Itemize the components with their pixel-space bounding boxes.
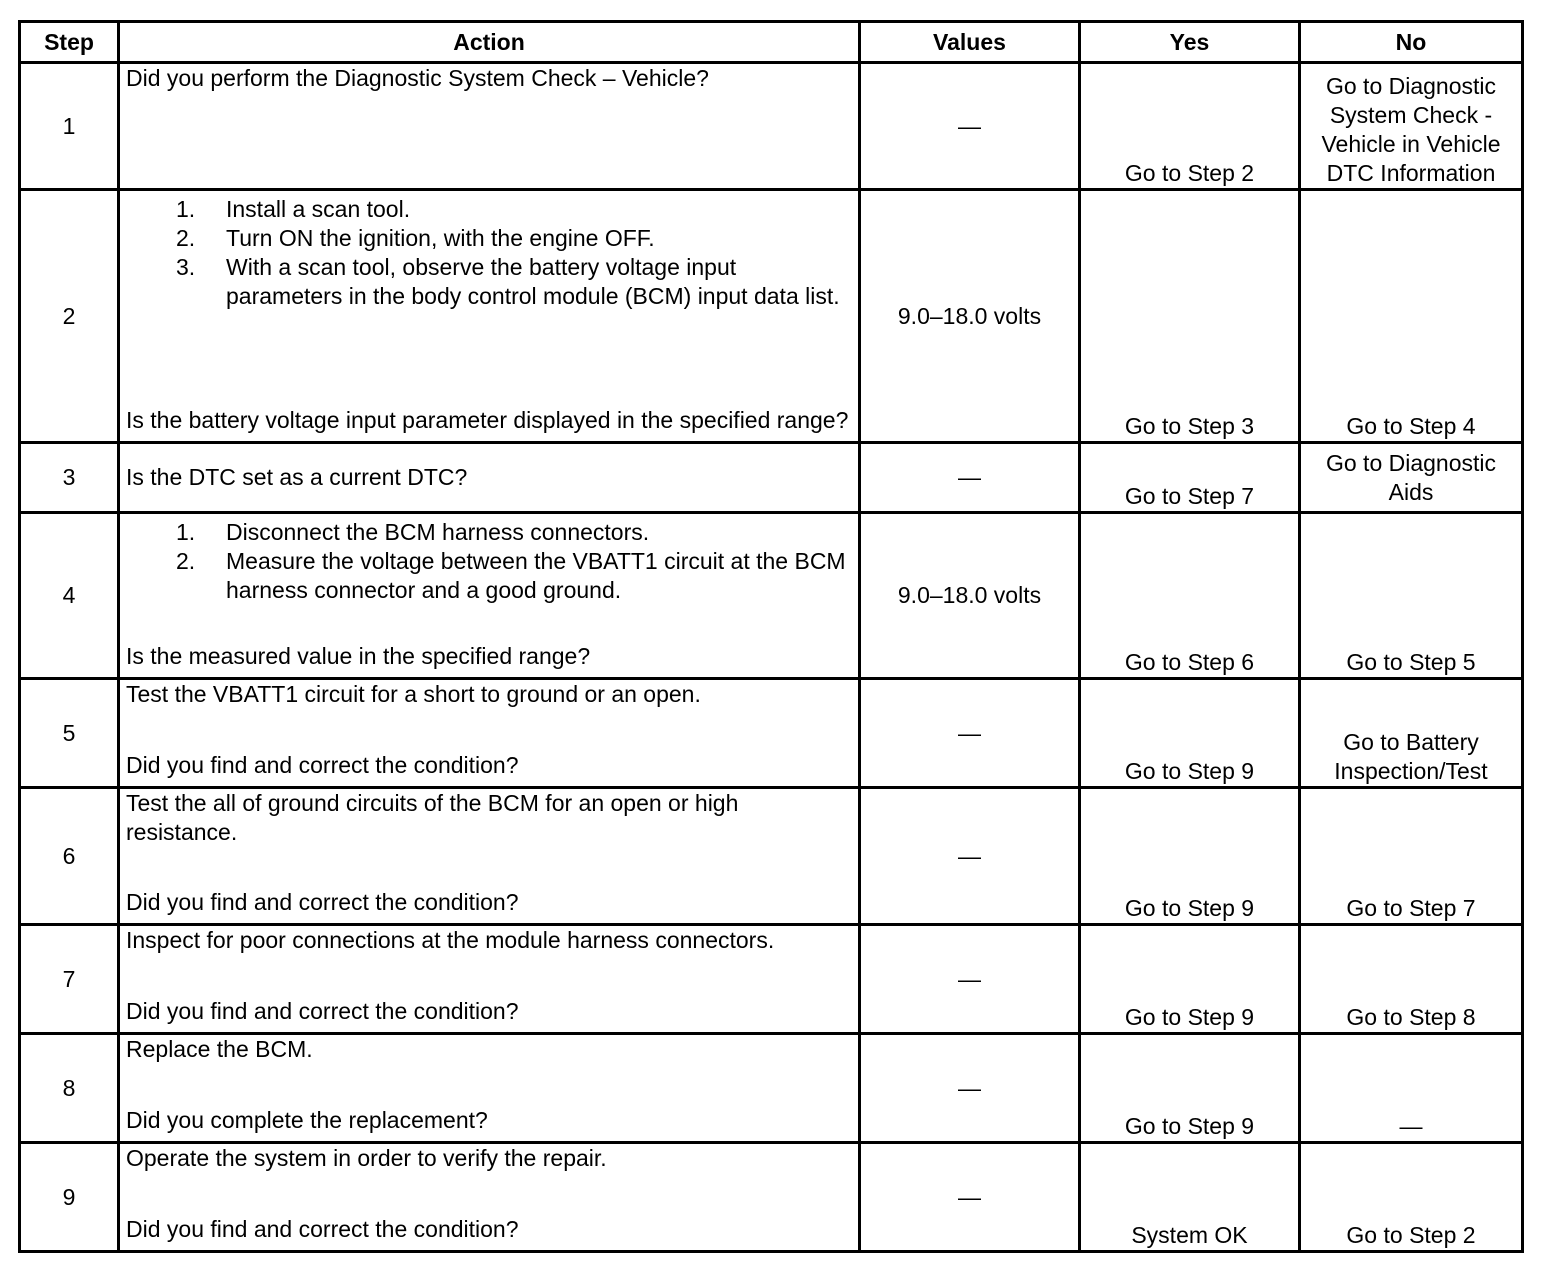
substep-list [126, 195, 852, 311]
action-text: Inspect for poor connections at the module harness connectors. [126, 927, 775, 953]
no-cell: Go to Step 8 [1300, 925, 1523, 1034]
header-step: Step [20, 22, 119, 63]
substep-item [176, 547, 852, 605]
substep-list [126, 518, 852, 605]
values-cell: — [860, 1034, 1080, 1143]
step-number: 7 [20, 925, 119, 1034]
step-number: 8 [20, 1034, 119, 1143]
action-cell [119, 63, 860, 190]
substep-number: 3. [176, 254, 196, 280]
substep-text: Install a scan tool. [226, 196, 411, 222]
no-cell: — [1300, 1034, 1523, 1143]
values-cell: — [860, 443, 1080, 513]
no-cell: Go to Diagnostic System Check - Vehicle in Vehicle DTC Information [1300, 63, 1523, 190]
action-cell [119, 443, 860, 513]
action-cell [119, 1034, 860, 1143]
yes-cell: Go to Step 2 [1080, 63, 1300, 190]
action-question: Did you find and correct the condition? [126, 889, 519, 915]
table-row [20, 788, 1523, 925]
table-row [20, 679, 1523, 788]
table-row [20, 513, 1523, 679]
yes-cell: Go to Step 9 [1080, 925, 1300, 1034]
action-text: Test the all of ground circuits of the BCM for an open or high resistance. [126, 790, 739, 845]
action-cell [119, 190, 860, 443]
step-number: 3 [20, 443, 119, 513]
no-cell: Go to Step 7 [1300, 788, 1523, 925]
diagnostic-table [18, 20, 1524, 1253]
values-cell: — [860, 925, 1080, 1034]
action-cell [119, 513, 860, 679]
substep-number: 2. [176, 225, 196, 251]
table-row [20, 443, 1523, 513]
step-number: 5 [20, 679, 119, 788]
action-question: Is the battery voltage input parameter displayed in the specified range? [126, 407, 849, 433]
substep-number: 1. [176, 519, 196, 545]
header-row [20, 22, 1523, 63]
table-row [20, 925, 1523, 1034]
no-cell: Go to Diagnostic Aids [1300, 443, 1523, 513]
substep-item [176, 518, 852, 547]
values-cell: — [860, 679, 1080, 788]
yes-cell: Go to Step 9 [1080, 1034, 1300, 1143]
action-question: Did you find and correct the condition? [126, 998, 519, 1024]
values-cell: — [860, 788, 1080, 925]
substep-number: 1. [176, 196, 196, 222]
values-cell: 9.0–18.0 volts [860, 513, 1080, 679]
action-question: Did you complete the replacement? [126, 1107, 488, 1133]
substep-text: Disconnect the BCM harness connectors. [226, 519, 650, 545]
values-cell: — [860, 1143, 1080, 1252]
step-number: 2 [20, 190, 119, 443]
step-number: 9 [20, 1143, 119, 1252]
table-row [20, 63, 1523, 190]
values-cell: — [860, 63, 1080, 190]
action-text: Test the VBATT1 circuit for a short to ground or an open. [126, 681, 701, 707]
header-yes: Yes [1080, 22, 1300, 63]
yes-cell: Go to Step 3 [1080, 190, 1300, 443]
substep-number: 2. [176, 548, 196, 574]
action-cell [119, 679, 860, 788]
yes-cell: Go to Step 7 [1080, 443, 1300, 513]
substep-text: Measure the voltage between the VBATT1 circuit at the BCM harness connector and a good ground. [226, 548, 846, 603]
step-number: 4 [20, 513, 119, 679]
action-text: Replace the BCM. [126, 1036, 313, 1062]
substep-item [176, 253, 852, 311]
table-row [20, 190, 1523, 443]
action-text: Did you perform the Diagnostic System Check – Vehicle? [126, 65, 709, 91]
substep-item [176, 224, 852, 253]
no-cell: Go to Battery Inspection/Test [1300, 679, 1523, 788]
yes-cell: Go to Step 9 [1080, 788, 1300, 925]
action-cell [119, 1143, 860, 1252]
header-action: Action [119, 22, 860, 63]
header-no: No [1300, 22, 1523, 63]
substep-item [176, 195, 852, 224]
header-values: Values [860, 22, 1080, 63]
action-cell [119, 788, 860, 925]
no-cell: Go to Step 2 [1300, 1143, 1523, 1252]
step-number: 1 [20, 63, 119, 190]
step-number: 6 [20, 788, 119, 925]
action-text: Operate the system in order to verify the repair. [126, 1145, 607, 1171]
action-text: Is the DTC set as a current DTC? [126, 464, 468, 490]
no-cell: Go to Step 5 [1300, 513, 1523, 679]
action-question: Did you find and correct the condition? [126, 1216, 519, 1242]
no-cell: Go to Step 4 [1300, 190, 1523, 443]
table-row [20, 1143, 1523, 1252]
action-question: Is the measured value in the specified range? [126, 643, 591, 669]
yes-cell: Go to Step 6 [1080, 513, 1300, 679]
yes-cell: Go to Step 9 [1080, 679, 1300, 788]
table-row [20, 1034, 1523, 1143]
values-cell: 9.0–18.0 volts [860, 190, 1080, 443]
substep-text: With a scan tool, observe the battery voltage input parameters in the body control module (BCM) input data list. [226, 254, 840, 309]
action-question: Did you find and correct the condition? [126, 752, 519, 778]
yes-cell: System OK [1080, 1143, 1300, 1252]
substep-text: Turn ON the ignition, with the engine OFF. [226, 225, 655, 251]
action-cell [119, 925, 860, 1034]
